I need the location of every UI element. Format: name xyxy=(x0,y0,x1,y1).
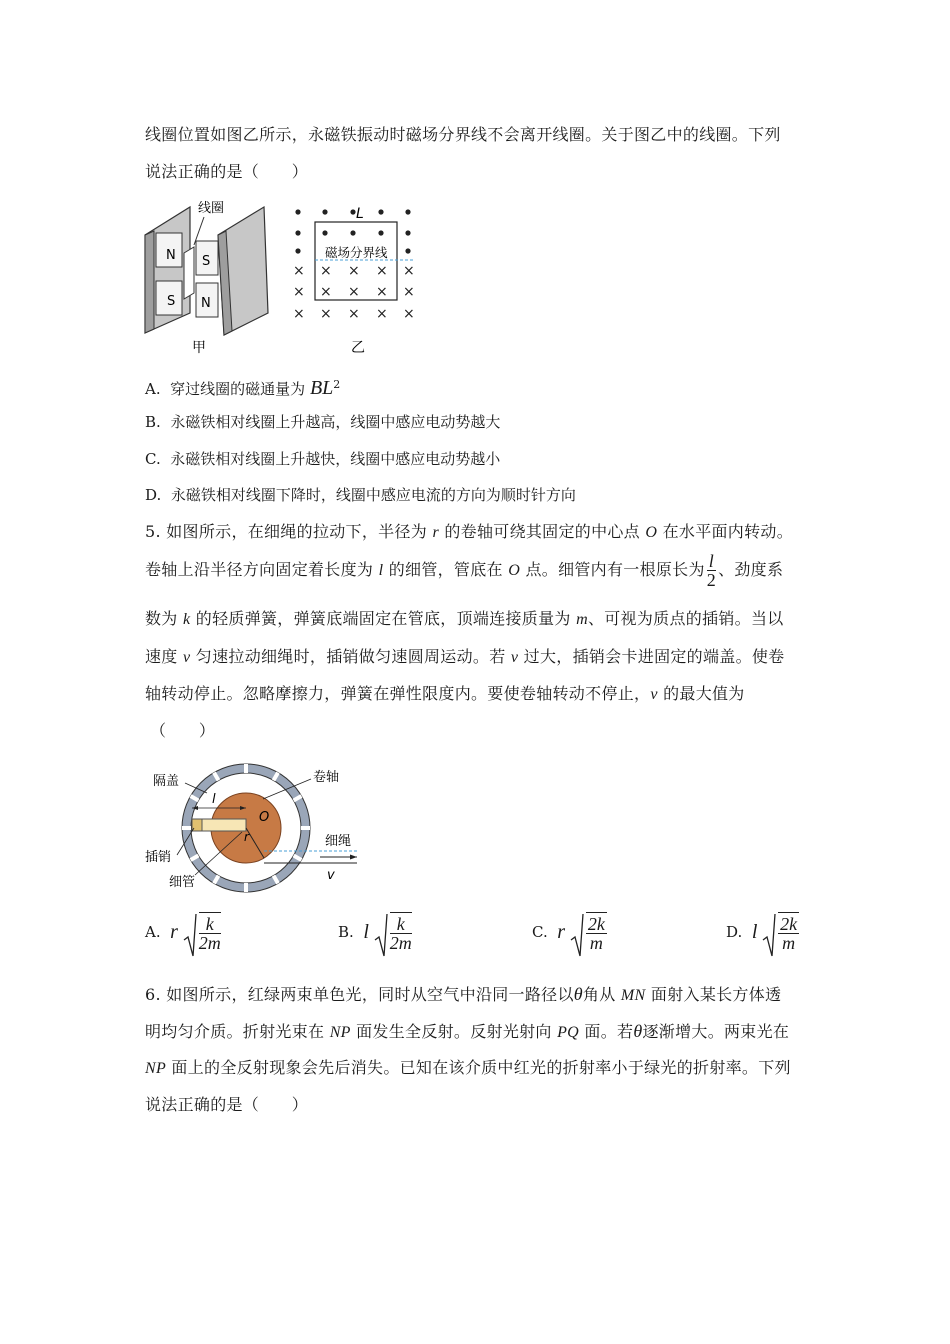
svg-text:×: × xyxy=(403,263,415,279)
option-letter: D. xyxy=(726,923,743,941)
rope-velocity-v: v xyxy=(327,868,335,883)
reel-length-l: l xyxy=(212,792,216,807)
svg-text:×: × xyxy=(320,284,332,300)
rope-label: 细绳 xyxy=(325,834,352,849)
q5-text-line3: 数为 k 的轻质弹簧，弹簧底端固定在管底，顶端连接质量为 m、可视为质点的插销。当以 xyxy=(145,609,784,628)
option-text: 永磁铁相对线圈上升越高，线圈中感应电动势越大 xyxy=(170,413,501,431)
figure-yi-field xyxy=(285,200,425,355)
reel-label: 卷轴 xyxy=(313,770,340,785)
svg-text:×: × xyxy=(376,284,388,300)
svg-text:×: × xyxy=(376,263,388,279)
q4-text-line2: 说法正确的是（ ） xyxy=(145,162,309,181)
q6-text-line2: 明均匀介质。折射光束在 NP 面发生全反射。反射光射向 PQ 面。若θ逐渐增大。两束光在 xyxy=(145,1021,790,1041)
q5-option-b[interactable] xyxy=(338,912,414,952)
q5-text-line6: （ ） xyxy=(150,721,216,740)
option-letter: C. xyxy=(145,450,161,468)
option-letter: B. xyxy=(338,923,354,941)
option-text: 永磁铁相对线圈上升越快，线圈中感应电动势越小 xyxy=(170,450,501,468)
q5-option-d[interactable] xyxy=(726,912,801,952)
coil-label: 线圈 xyxy=(198,201,225,216)
q6-text-line1: 6. 如图所示，红绿两束单色光，同时从空气中沿同一路径以θ角从 MN 面射入某长方体透 xyxy=(145,984,782,1004)
q4-option-c[interactable] xyxy=(145,449,500,469)
option-prefix: l xyxy=(751,921,758,943)
figure-jia-magnets xyxy=(140,195,275,355)
option-math-sup: 2 xyxy=(333,378,341,391)
svg-text:×: × xyxy=(293,263,305,279)
svg-text:×: × xyxy=(376,306,388,322)
option-letter: B. xyxy=(145,413,161,431)
sqrt-expression: $\frac{k}{2m}$ xyxy=(374,912,414,952)
q5-text-line2: 卷轴上沿半径方向固定着长度为 l 的细管，管底在 O 点。细管内有一根原长为 $\frac{l}{2}$ 、劲度系 xyxy=(145,551,784,590)
svg-text:×: × xyxy=(403,284,415,300)
option-math: BL xyxy=(309,377,334,399)
reel-center-O: O xyxy=(259,810,270,825)
q5-option-c[interactable] xyxy=(532,912,609,952)
coil-length-L: L xyxy=(356,206,364,222)
magnet-s-bottom: S xyxy=(167,294,176,309)
magnet-s-top: S xyxy=(202,254,211,269)
option-prefix: r xyxy=(557,921,566,943)
svg-text:×: × xyxy=(348,263,360,279)
option-prefix: l xyxy=(363,921,369,943)
q4-text-line1: 线圈位置如图乙所示，永磁铁振动时磁场分界线不会离开线圈。关于图乙中的线圈。下列 xyxy=(145,125,781,144)
q6-text-line4: 说法正确的是（ ） xyxy=(145,1095,309,1114)
q4-option-a[interactable] xyxy=(145,375,340,399)
svg-text:×: × xyxy=(320,306,332,322)
sqrt-expression: $\frac{k}{2m}$ xyxy=(183,912,223,952)
q5-option-a[interactable] xyxy=(145,912,223,952)
end-cap-label: 隔盖 xyxy=(153,774,180,789)
figure-reel xyxy=(145,755,370,895)
option-letter: A. xyxy=(145,380,161,398)
svg-text:×: × xyxy=(293,306,305,322)
reel-radius-r: r xyxy=(244,830,249,844)
sqrt-expression: $\frac{2k}{m}$ xyxy=(762,912,801,952)
q6-text-line3: NP 面上的全反射现象会先后消失。已知在该介质中红光的折射率小于绿光的折射率。下列 xyxy=(145,1058,791,1077)
q5-text-line4: 速度 v 匀速拉动细绳时，插销做匀速圆周运动。若 v 过大，插销会卡进固定的端盖。使卷 xyxy=(145,647,785,666)
sqrt-expression: $\frac{2k}{m}$ xyxy=(570,912,609,952)
option-letter: A. xyxy=(145,923,161,941)
figure-yi-caption: 乙 xyxy=(351,340,365,355)
magnet-n-bottom: N xyxy=(201,296,211,311)
figure-jia-caption: 甲 xyxy=(192,340,206,355)
q4-option-d[interactable] xyxy=(145,485,576,505)
svg-text:×: × xyxy=(403,306,415,322)
fraction-l-over-2: $\frac{l}{2}$ xyxy=(706,551,717,590)
option-letter: D. xyxy=(145,486,162,504)
option-text: 永磁铁相对线圈下降时，线圈中感应电流的方向为顺时针方向 xyxy=(170,486,576,504)
option-letter: C. xyxy=(532,923,548,941)
option-text: 穿过线圈的磁通量为 xyxy=(170,380,306,398)
magnet-n-top: N xyxy=(166,248,176,263)
svg-text:×: × xyxy=(348,306,360,322)
svg-text:×: × xyxy=(348,284,360,300)
q5-text-line1: 5. 如图所示，在细绳的拉动下，半径为 r 的卷轴可绕其固定的中心点 O 在水平面内转动。 xyxy=(145,522,794,541)
q5-text-line5: 轴转动停止。忽略摩擦力，弹簧在弹性限度内。要使卷轴转动不停止，v 的最大值为 xyxy=(145,684,745,703)
pin-label: 插销 xyxy=(145,850,172,865)
option-prefix: r xyxy=(170,921,178,943)
svg-text:×: × xyxy=(320,263,332,279)
boundary-label: 磁场分界线 xyxy=(325,245,388,260)
tube-label: 细管 xyxy=(169,875,196,890)
q4-option-b[interactable] xyxy=(145,412,500,432)
svg-text:×: × xyxy=(293,284,305,300)
